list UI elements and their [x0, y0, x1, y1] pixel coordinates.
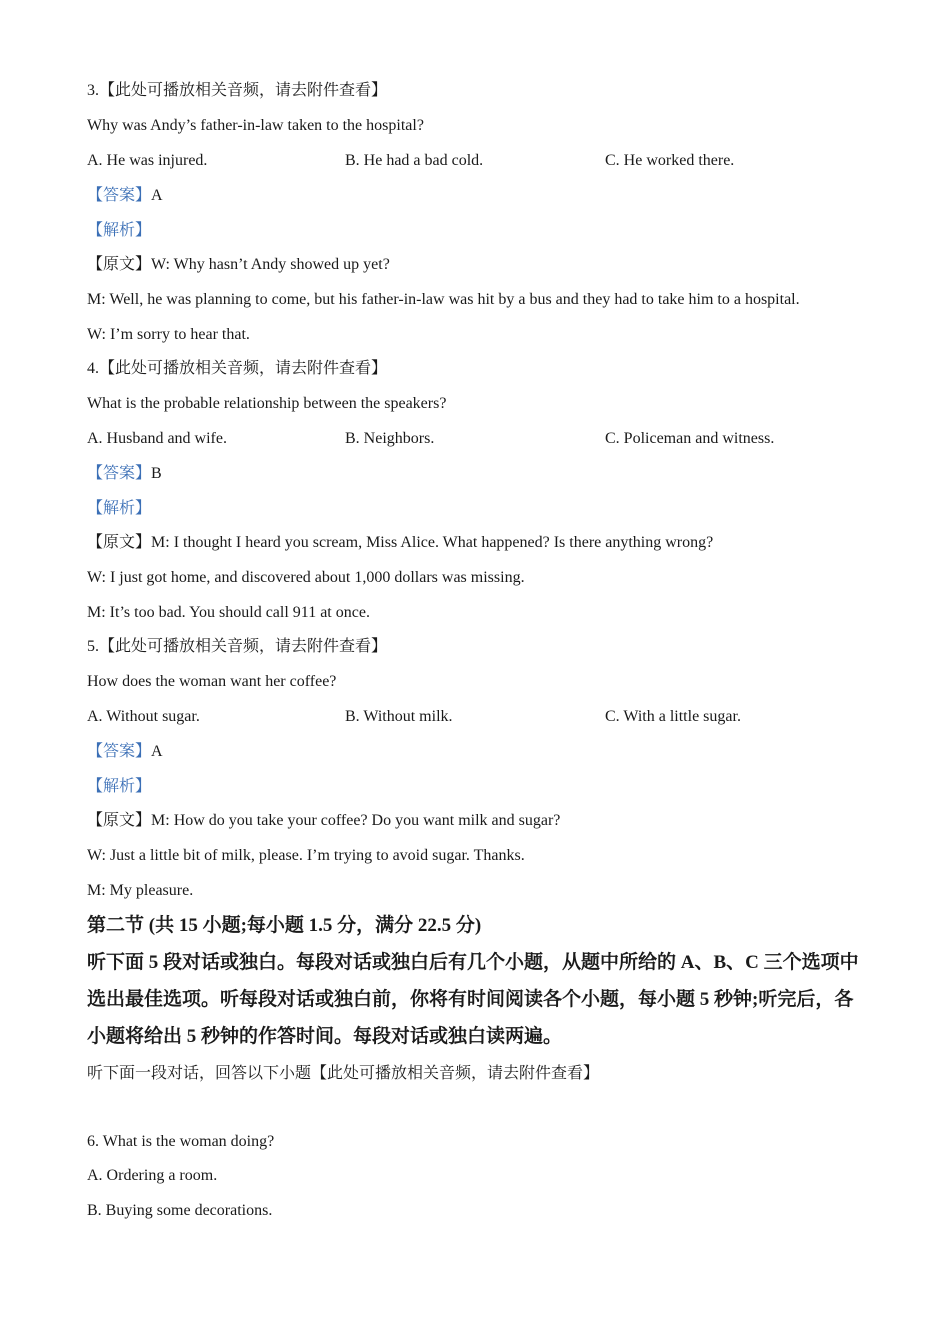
q4-question: What is the probable relationship between the speakers?	[87, 395, 447, 412]
answer-tag: 【答案】	[87, 465, 152, 482]
q3-header: 3.【此处可播放相关音频，请去附件查看】	[87, 82, 388, 99]
q3-transcript-line: W: I’m sorry to hear that.	[87, 326, 250, 343]
section-2-instructions-line: 听下面 5 段对话或独白。每段对话或独白后有几个小题，从题中所给的 A、B、C 三个选项中	[87, 952, 859, 973]
q6-question: 6. What is the woman doing?	[87, 1133, 275, 1150]
q4-transcript-line: W: I just got home, and discovered about 1,000 dollars was missing.	[87, 569, 525, 586]
transcript-tag: 【原文】	[87, 812, 152, 829]
transcript-tag: 【原文】	[87, 256, 152, 273]
transcript-tag: 【原文】	[87, 534, 152, 551]
section-2-title: 第二节 (共 15 小题;每小题 1.5 分，满分 22.5 分)	[87, 915, 482, 936]
q4-analysis-tag: 【解析】	[87, 500, 152, 517]
q4-transcript-line: M: It’s too bad. You should call 911 at once.	[87, 604, 370, 621]
answer-tag: 【答案】	[87, 743, 152, 760]
section-2-instructions-line: 选出最佳选项。听每段对话或独白前，你将有时间阅读各个小题，每小题 5 秒钟;听完后，各	[87, 989, 854, 1010]
section-2-listen-note: 听下面一段对话，回答以下小题【此处可播放相关音频，请去附件查看】	[87, 1065, 600, 1082]
answer-tag: 【答案】	[87, 187, 152, 204]
q5-transcript-line: W: Just a little bit of milk, please. I’m trying to avoid sugar. Thanks.	[87, 847, 525, 864]
q5-option-c: C. With a little sugar.	[605, 708, 741, 725]
q3-options	[87, 151, 877, 171]
q3-option-a: A. He was injured.	[87, 152, 208, 169]
q5-option-b: B. Without milk.	[345, 708, 453, 725]
answer-value: A	[151, 743, 163, 760]
transcript-text: M: How do you take your coffee? Do you want milk and sugar?	[151, 812, 561, 829]
q4-transcript-line	[87, 533, 713, 553]
q5-options	[87, 707, 877, 727]
q6-option-b: B. Buying some decorations.	[87, 1202, 273, 1219]
q4-option-a: A. Husband and wife.	[87, 430, 227, 447]
q5-answer	[87, 742, 163, 762]
q6-option-a: A. Ordering a room.	[87, 1167, 218, 1184]
q5-analysis-tag: 【解析】	[87, 778, 152, 795]
q4-options	[87, 429, 877, 449]
answer-value: B	[151, 465, 162, 482]
q5-option-a: A. Without sugar.	[87, 708, 200, 725]
q5-transcript-line: M: My pleasure.	[87, 882, 194, 899]
q3-option-c: C. He worked there.	[605, 152, 735, 169]
transcript-text: M: I thought I heard you scream, Miss Alice. What happened? Is there anything wrong?	[151, 534, 714, 551]
q4-header: 4.【此处可播放相关音频，请去附件查看】	[87, 360, 388, 377]
q3-analysis-tag: 【解析】	[87, 222, 152, 239]
q3-question: Why was Andy’s father-in-law taken to the hospital?	[87, 117, 424, 134]
q5-question: How does the woman want her coffee?	[87, 673, 337, 690]
q3-transcript-line: M: Well, he was planning to come, but his father-in-law was hit by a bus and they had to take him to a hospital.	[87, 291, 800, 308]
q3-transcript-line	[87, 255, 390, 275]
q4-option-c: C. Policeman and witness.	[605, 430, 775, 447]
q4-option-b: B. Neighbors.	[345, 430, 435, 447]
q3-answer	[87, 186, 163, 206]
transcript-text: W: Why hasn’t Andy showed up yet?	[151, 256, 390, 273]
q3-option-b: B. He had a bad cold.	[345, 152, 484, 169]
q5-header: 5.【此处可播放相关音频，请去附件查看】	[87, 638, 388, 655]
answer-value: A	[151, 187, 163, 204]
q4-answer	[87, 464, 162, 484]
section-2-instructions-line: 小题将给出 5 秒钟的作答时间。每段对话或独白读两遍。	[87, 1026, 563, 1047]
q5-transcript-line	[87, 811, 560, 831]
